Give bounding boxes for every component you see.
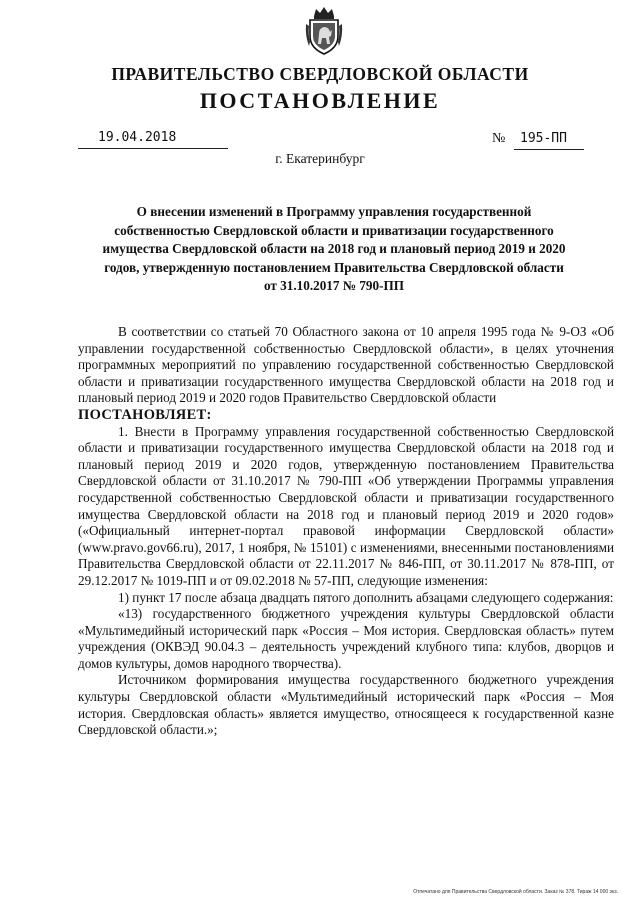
- print-footer: Отпечатано для Правительства Свердловской области. Заказ № 378. Тираж 14 000 экз.: [413, 889, 618, 895]
- coat-of-arms-icon: [305, 6, 343, 56]
- resolve-heading: ПОСТАНОВЛЯЕТ:: [78, 406, 212, 423]
- date-field: [78, 130, 228, 149]
- document-date: 19.04.2018: [98, 130, 177, 145]
- document-subject: О внесении изменений в Программу управления государственной собственностью Свердловской области и приватизации государственного имущества Свердловской области на 2018 год и плановый период 2019 и 2020 годов, утвержденную постановлением Правительства Свердловской области от 31.10.2017 № 790-ПП: [102, 204, 566, 293]
- quote-paragraph-2: Источником формирования имущества государственного бюджетного учреждения культуры Свердловской области «Мультимедийный исторический парк «Россия – Моя история. Свердловская область» является имущество, относящееся к государственной казне Свердловской области.»;: [78, 672, 614, 738]
- subitem-1-paragraph: 1) пункт 17 после абзаца двадцать пятого дополнить абзацами следующего содержания:: [118, 589, 614, 605]
- number-underline: [514, 131, 584, 150]
- intro-paragraph: В соответствии со статьей 70 Областного закона от 10 апреля 1995 года № 9-ОЗ «Об управлении государственной собственностью Свердловской области», в целях уточнения программных мероприятий по управлению государственной собственностью Свердловской области и приватизации государственного имущества Свердловской области на 2018 год и плановый период 2019 и 2020 годов Правительство Свердловской области: [78, 324, 614, 406]
- document-type: ПОСТАНОВЛЕНИЕ: [199, 88, 441, 113]
- document-number: 195-ПП: [520, 131, 567, 146]
- city: г. Екатеринбург: [275, 151, 365, 166]
- quote-paragraph-1: «13) государственного бюджетного учреждения культуры Свердловской области «Мультимедийный исторический парк «Россия – Моя история. Свердловская область» путем учреждения (ОКВЭД 90.04.3 – деятельность учреждений клубного типа: клубов, дворцов и домов культуры, домов народного творчества).: [78, 606, 614, 671]
- government-title: ПРАВИТЕЛЬСТВО СВЕРДЛОВСКОЙ ОБЛАСТИ: [111, 64, 529, 84]
- number-label: №: [492, 131, 506, 146]
- item-1-paragraph: 1. Внести в Программу управления государственной собственностью Свердловской области и приватизации государственного имущества Свердловской области на 2018 год и плановый период 2019 и 2020 годов, утвержденную постановлением Правительства Свердловской области от 31.10.2017 № 790-ПП «Об утверждении Программы управления государственной собственностью Свердловской области и приватизации государственного имущества Свердловской области на 2018 год и плановый период 2019 и 2020 годов» («Официальный интернет-портал правовой информации Свердловской области» (www.pravo.gov66.ru), 2017, 1 ноября, № 15101) с изменениями, внесенными постановлениями Правительства Свердловской области от 22.11.2017 № 846-ПП, от 30.11.2017 № 878-ПП, от 29.12.2017 № 1019-ПП и от 09.02.2018 № 57-ПП, следующие изменения:: [78, 423, 614, 588]
- document-body: [78, 324, 614, 739]
